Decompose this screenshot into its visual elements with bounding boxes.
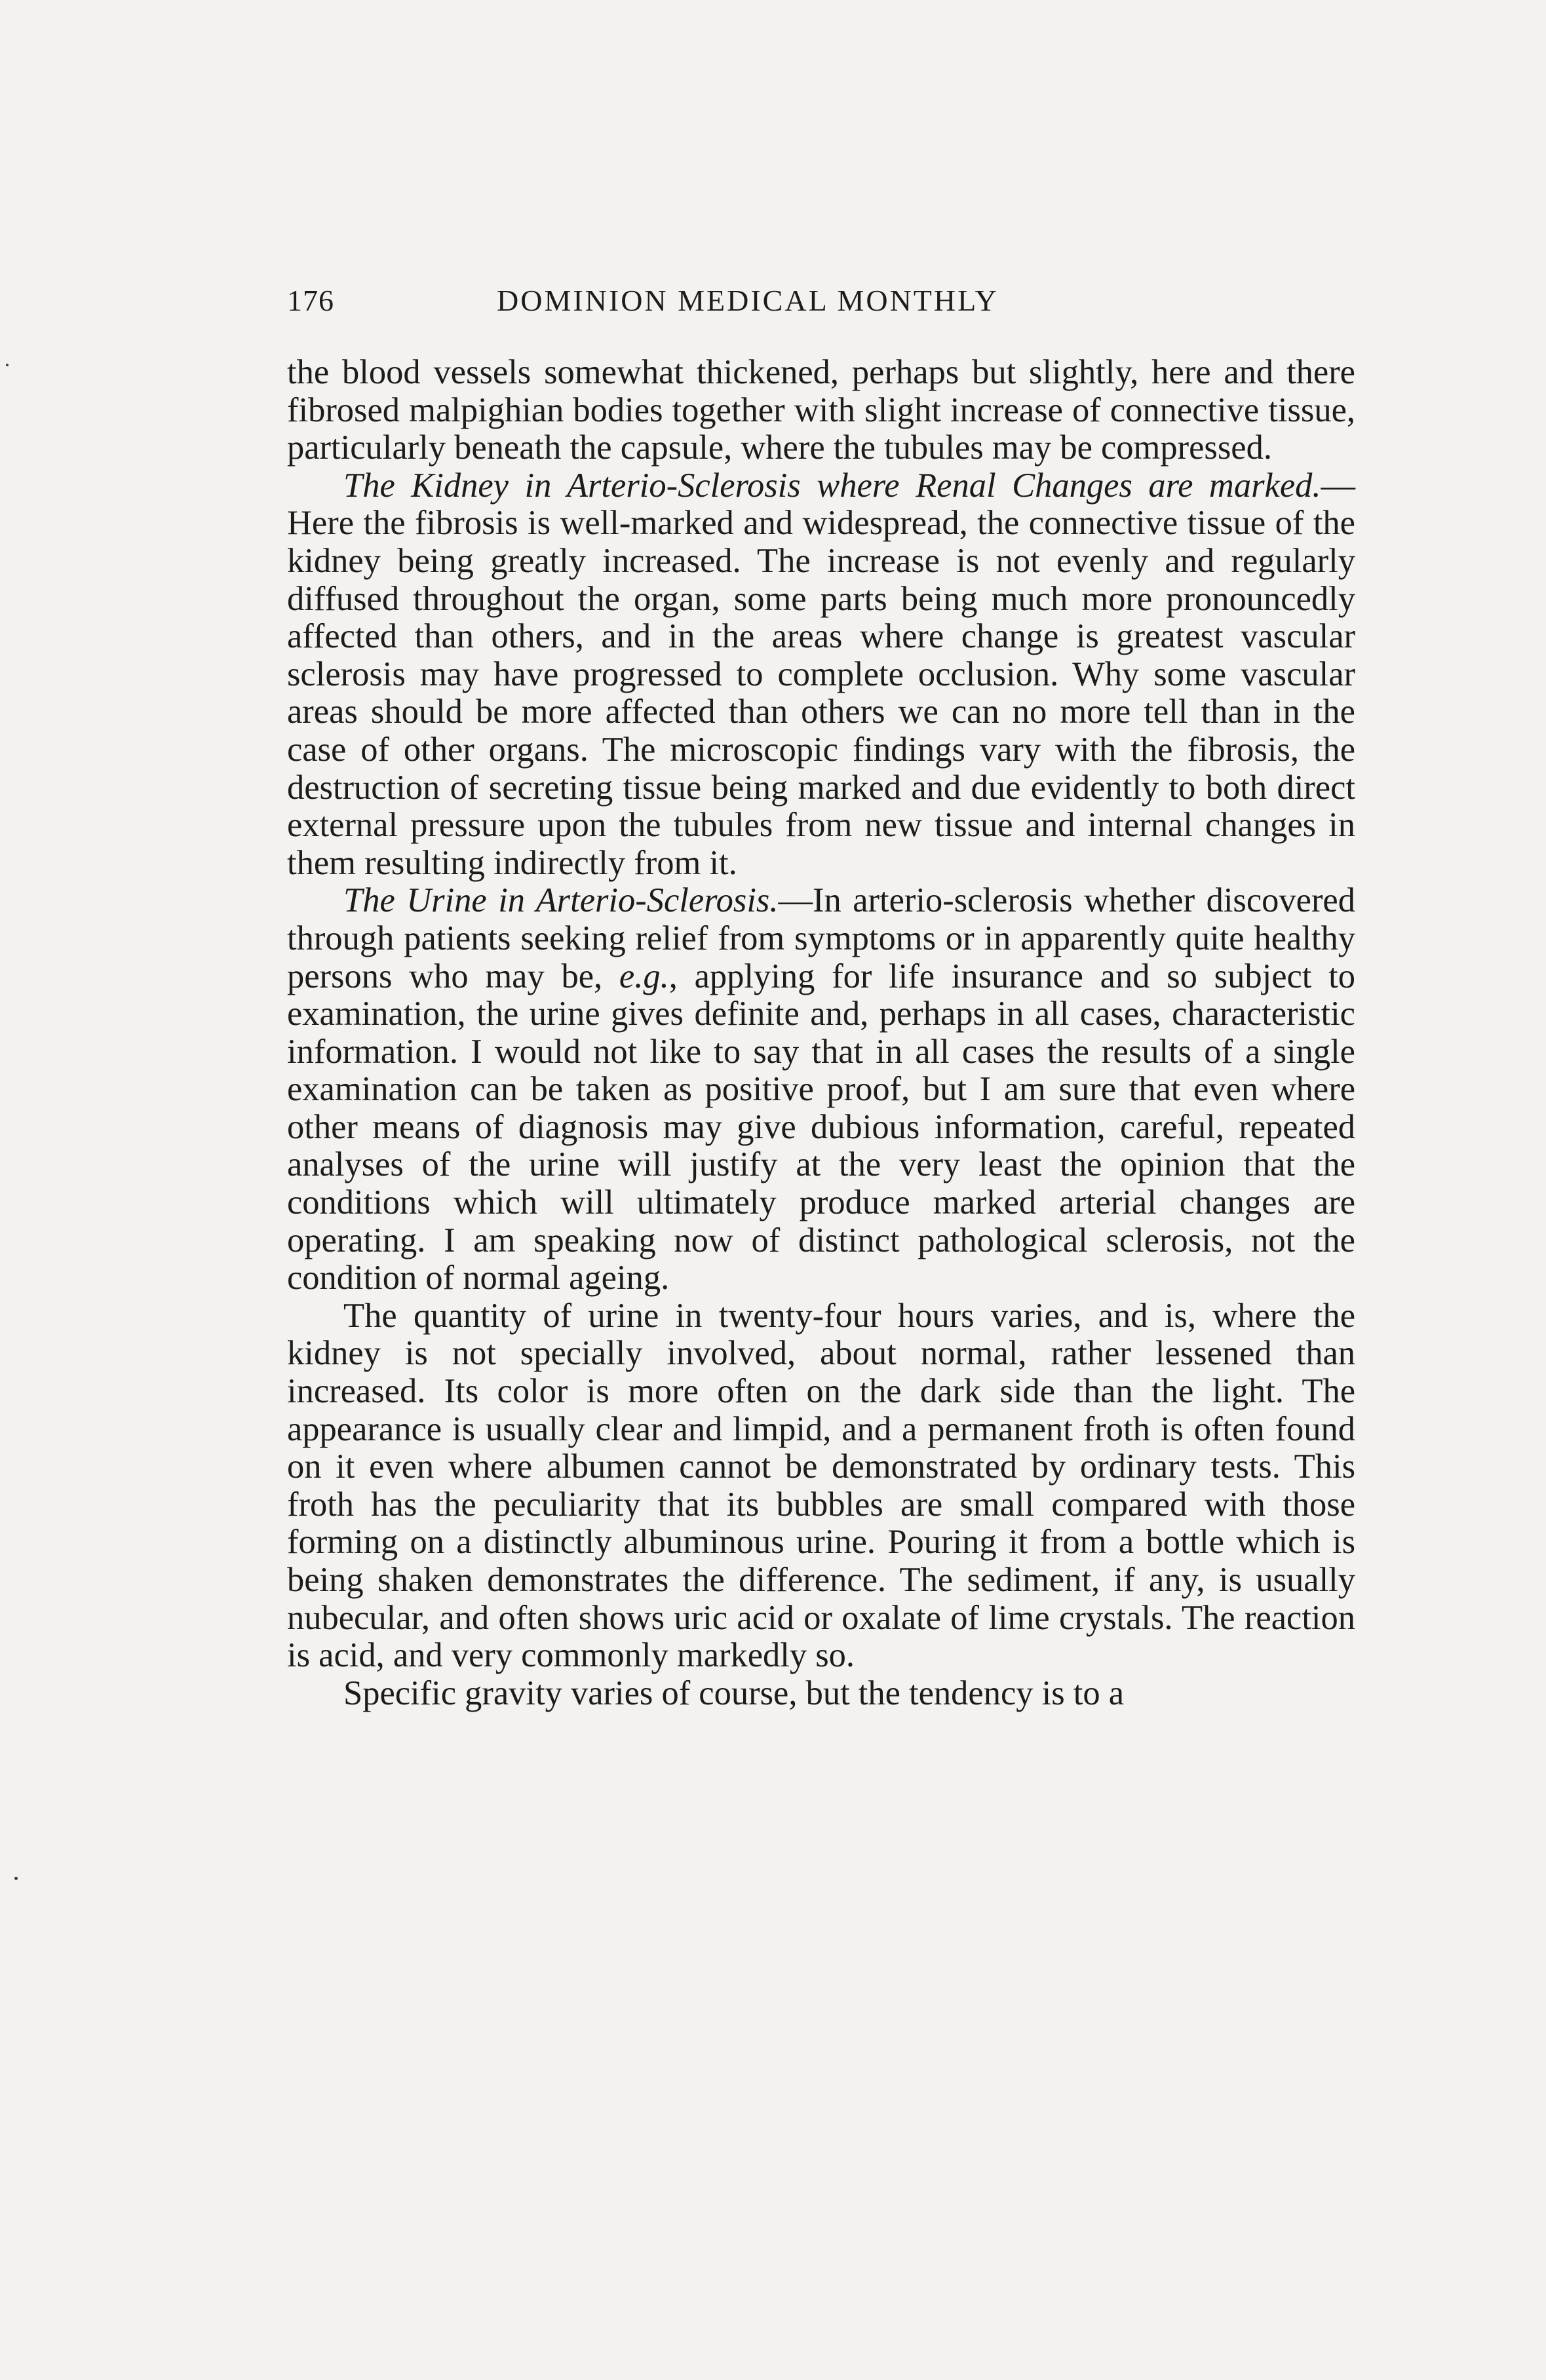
text-run: —Here the fibrosis is well-marked and widespread, the connective tissue of the kidney being greatly increased. The increase is not evenly and regularly diffused throughout the organ, some parts being much more pronouncedly affected than others, and in the areas where change is greatest vascular sclerosis may have progressed to complete occlusion. Why some vascular areas should be more affected than others we can no more tell than in the case of other organs. The microscopic findings vary with the fibrosis, the destruction of secreting tissue being marked and due evidently to both direct external pressure upon the tubules from new tissue and internal changes in them resulting indirectly from it. (287, 466, 1355, 882)
section-heading-kidney: The Kidney in Arterio-Sclerosis where Renal Changes are marked. (343, 466, 1321, 505)
paragraph-specific-gravity (287, 1675, 1355, 1713)
page-number: 176 (287, 284, 334, 317)
text-run: —In arterio-sclerosis whether discovered through patients seeking relief from symptoms or in apparently quite healthy persons who may be, (287, 881, 1355, 995)
article-body (287, 354, 1355, 1712)
abbreviation-eg: e.g. (619, 957, 669, 995)
paragraph-urine-sclerosis (287, 882, 1355, 1297)
journal-title: DOMINION MEDICAL MONTHLY (497, 284, 999, 317)
paragraph-kidney-sclerosis (287, 467, 1355, 883)
text-run: the blood vessels somewhat thickened, perhaps but slightly, here and there fibrosed malpighian bodies together with slight increase of connective tissue, particularly beneath the capsule, where the tubules may be compressed. (287, 353, 1355, 467)
scan-speck (6, 364, 9, 366)
scan-speck (14, 1877, 18, 1880)
running-head (287, 283, 1362, 329)
section-heading-urine: The Urine in Arterio-Sclerosis. (343, 881, 779, 920)
paragraph-urine-quantity (287, 1297, 1355, 1675)
text-run: , applying for life insurance and so subject to examination, the urine gives definite and, perhaps in all cases, characteristic information. I would not like to say that in all cases the results of a single examination can be taken as positive proof, but I am sure that even where other means of diagnosis may give dubious information, careful, repeated analyses of the urine will justify at the very least the opinion that the conditions which will ultimately produce marked arterial changes are operating. I am speaking now of distinct pathological sclerosis, not the condition of normal ageing. (287, 957, 1355, 1297)
text-run: The quantity of urine in twenty-four hours varies, and is, where the kidney is not specially involved, about normal, rather lessened than increased. Its color is more often on the dark side than the light. The appearance is usually clear and limpid, and a permanent froth is often found on it even where albumen cannot be demonstrated by ordinary tests. This froth has the peculiarity that its bubbles are small compared with those forming on a distinctly albuminous urine. Pouring it from a bottle which is being shaken demonstrates the difference. The sediment, if any, is usually nubecular, and often shows uric acid or oxalate of lime crystals. The reaction is acid, and very commonly markedly so. (287, 1296, 1355, 1675)
text-run: Specific gravity varies of course, but the tendency is to a (343, 1674, 1125, 1712)
paragraph-continued (287, 354, 1355, 467)
